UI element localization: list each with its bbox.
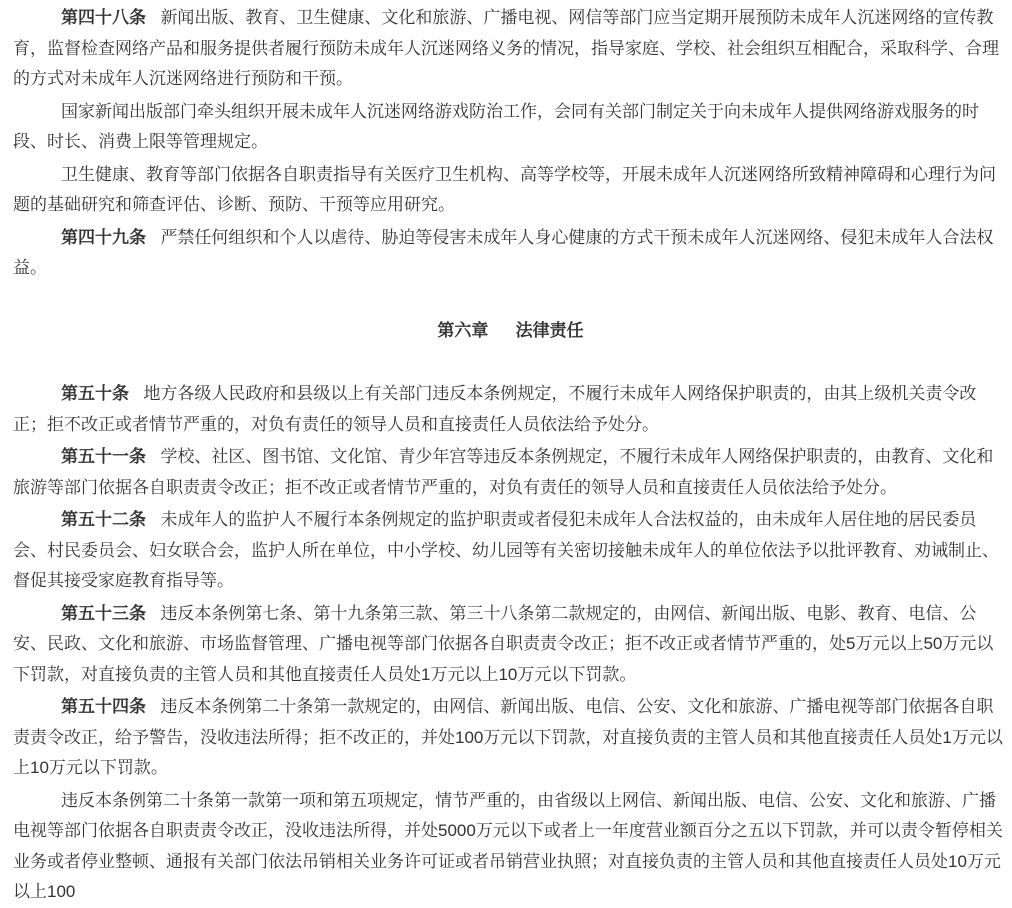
chapter-6-heading [13,316,1008,347]
article-48-text: 新闻出版、教育、卫生健康、文化和旅游、广播电视、网信等部门应当定期开展预防未成年人沉迷网络的宣传教育，监督检查网络产品和服务提供者履行预防未成年人沉迷网络义务的情况，指导家庭、学校、社会组织互相配合，采取科学、合理的方式对未成年人沉迷网络进行预防和干预。 [13,8,999,88]
article-48-paragraph-2-text: 国家新闻出版部门牵头组织开展未成年人沉迷网络游戏防治工作，会同有关部门制定关于向未成年人提供网络游戏服务的时段、时长、消费上限等管理规定。 [13,101,979,151]
article-48-number: 第四十八条 [61,8,146,27]
article-51-number: 第五十一条 [61,447,146,466]
article-48-paragraph-3-text: 卫生健康、教育等部门依据各自职责指导有关医疗卫生机构、高等学校等，开展未成年人沉迷网络所致精神障碍和心理行为问题的基础研究和筛查评估、诊断、预防、干预等应用研究。 [13,164,996,214]
article-50-number: 第五十条 [61,384,129,403]
article-48-paragraph-3 [13,160,1008,221]
article-50-paragraph [13,379,1008,440]
article-52-text: 未成年人的监护人不履行本条例规定的监护职责或者侵犯未成年人合法权益的，由未成年人居住地的居民委员会、村民委员会、妇女联合会，监护人所在单位，中小学校、幼儿园等有关密切接触未成年人的单位依法予以批评教育、劝诫制止、督促其接受家庭教育指导等。 [13,510,999,590]
article-52-paragraph [13,505,1008,597]
chapter-6-title: 法律责任 [515,320,584,340]
article-53-number: 第五十三条 [61,603,146,623]
article-50-text: 地方各级人民政府和县级以上有关部门违反本条例规定，不履行未成年人网络保护职责的，由其上级机关责令改正；拒不改正或者情节严重的，对负有责任的领导人员和直接责任人员依法给予处分。 [13,384,977,434]
article-49-number: 第四十九条 [61,227,146,247]
article-54-paragraph-2-text: 违反本条例第二十条第一款第一项和第五项规定，情节严重的，由省级以上网信、新闻出版、电信、公安、文化和旅游、广播电视等部门依据各自职责责令改正，没收违法所得，并处5000万元以下或者上一年度营业额百分之五以下罚款，并可以责令暂停相关业务或者停业整顿、通报有关部门依法吊销相关业务许可证或者吊销营业执照；对直接负责的主管人员和其他直接责任人员处10万元以上100 [13,790,1003,901]
article-51-paragraph [13,442,1008,503]
article-49-paragraph [13,223,1008,284]
article-48-paragraph-1 [13,3,1008,95]
article-51-text: 学校、社区、图书馆、文化馆、青少年宫等违反本条例规定，不履行未成年人网络保护职责的，由教育、文化和旅游等部门依据各自职责责令改正；拒不改正或者情节严重的，对负有责任的领导人员和直接责任人员依法给予处分。 [13,447,994,497]
article-53-text: 违反本条例第七条、第十九条第三款、第三十八条第二款规定的，由网信、新闻出版、电影、教育、电信、公安、民政、文化和旅游、市场监督管理、广播电视等部门依据各自职责责令改正；拒不改正或者情节严重的，处5万元以上50万元以下罚款，对直接负责的主管人员和其他直接责任人员处1万元以上10万元以下罚款。 [13,603,994,684]
article-54-number: 第五十四条 [61,697,146,716]
article-54-paragraph-2 [13,786,1008,908]
article-53-paragraph [13,599,1008,691]
article-48-paragraph-2 [13,97,1008,158]
article-54-paragraph-1 [13,692,1008,784]
article-54-text: 违反本条例第二十条第一款规定的，由网信、新闻出版、电信、公安、文化和旅游、广播电视等部门依据各自职责责令改正，给予警告，没收违法所得；拒不改正的，并处100万元以下罚款，对直接负责的主管人员和其他直接责任人员处1万元以上10万元以下罚款。 [13,697,1003,777]
article-49-text: 严禁任何组织和个人以虐待、胁迫等侵害未成年人身心健康的方式干预未成年人沉迷网络、侵犯未成年人合法权益。 [13,227,994,277]
chapter-6-number: 第六章 [437,320,489,340]
article-52-number: 第五十二条 [61,510,146,529]
